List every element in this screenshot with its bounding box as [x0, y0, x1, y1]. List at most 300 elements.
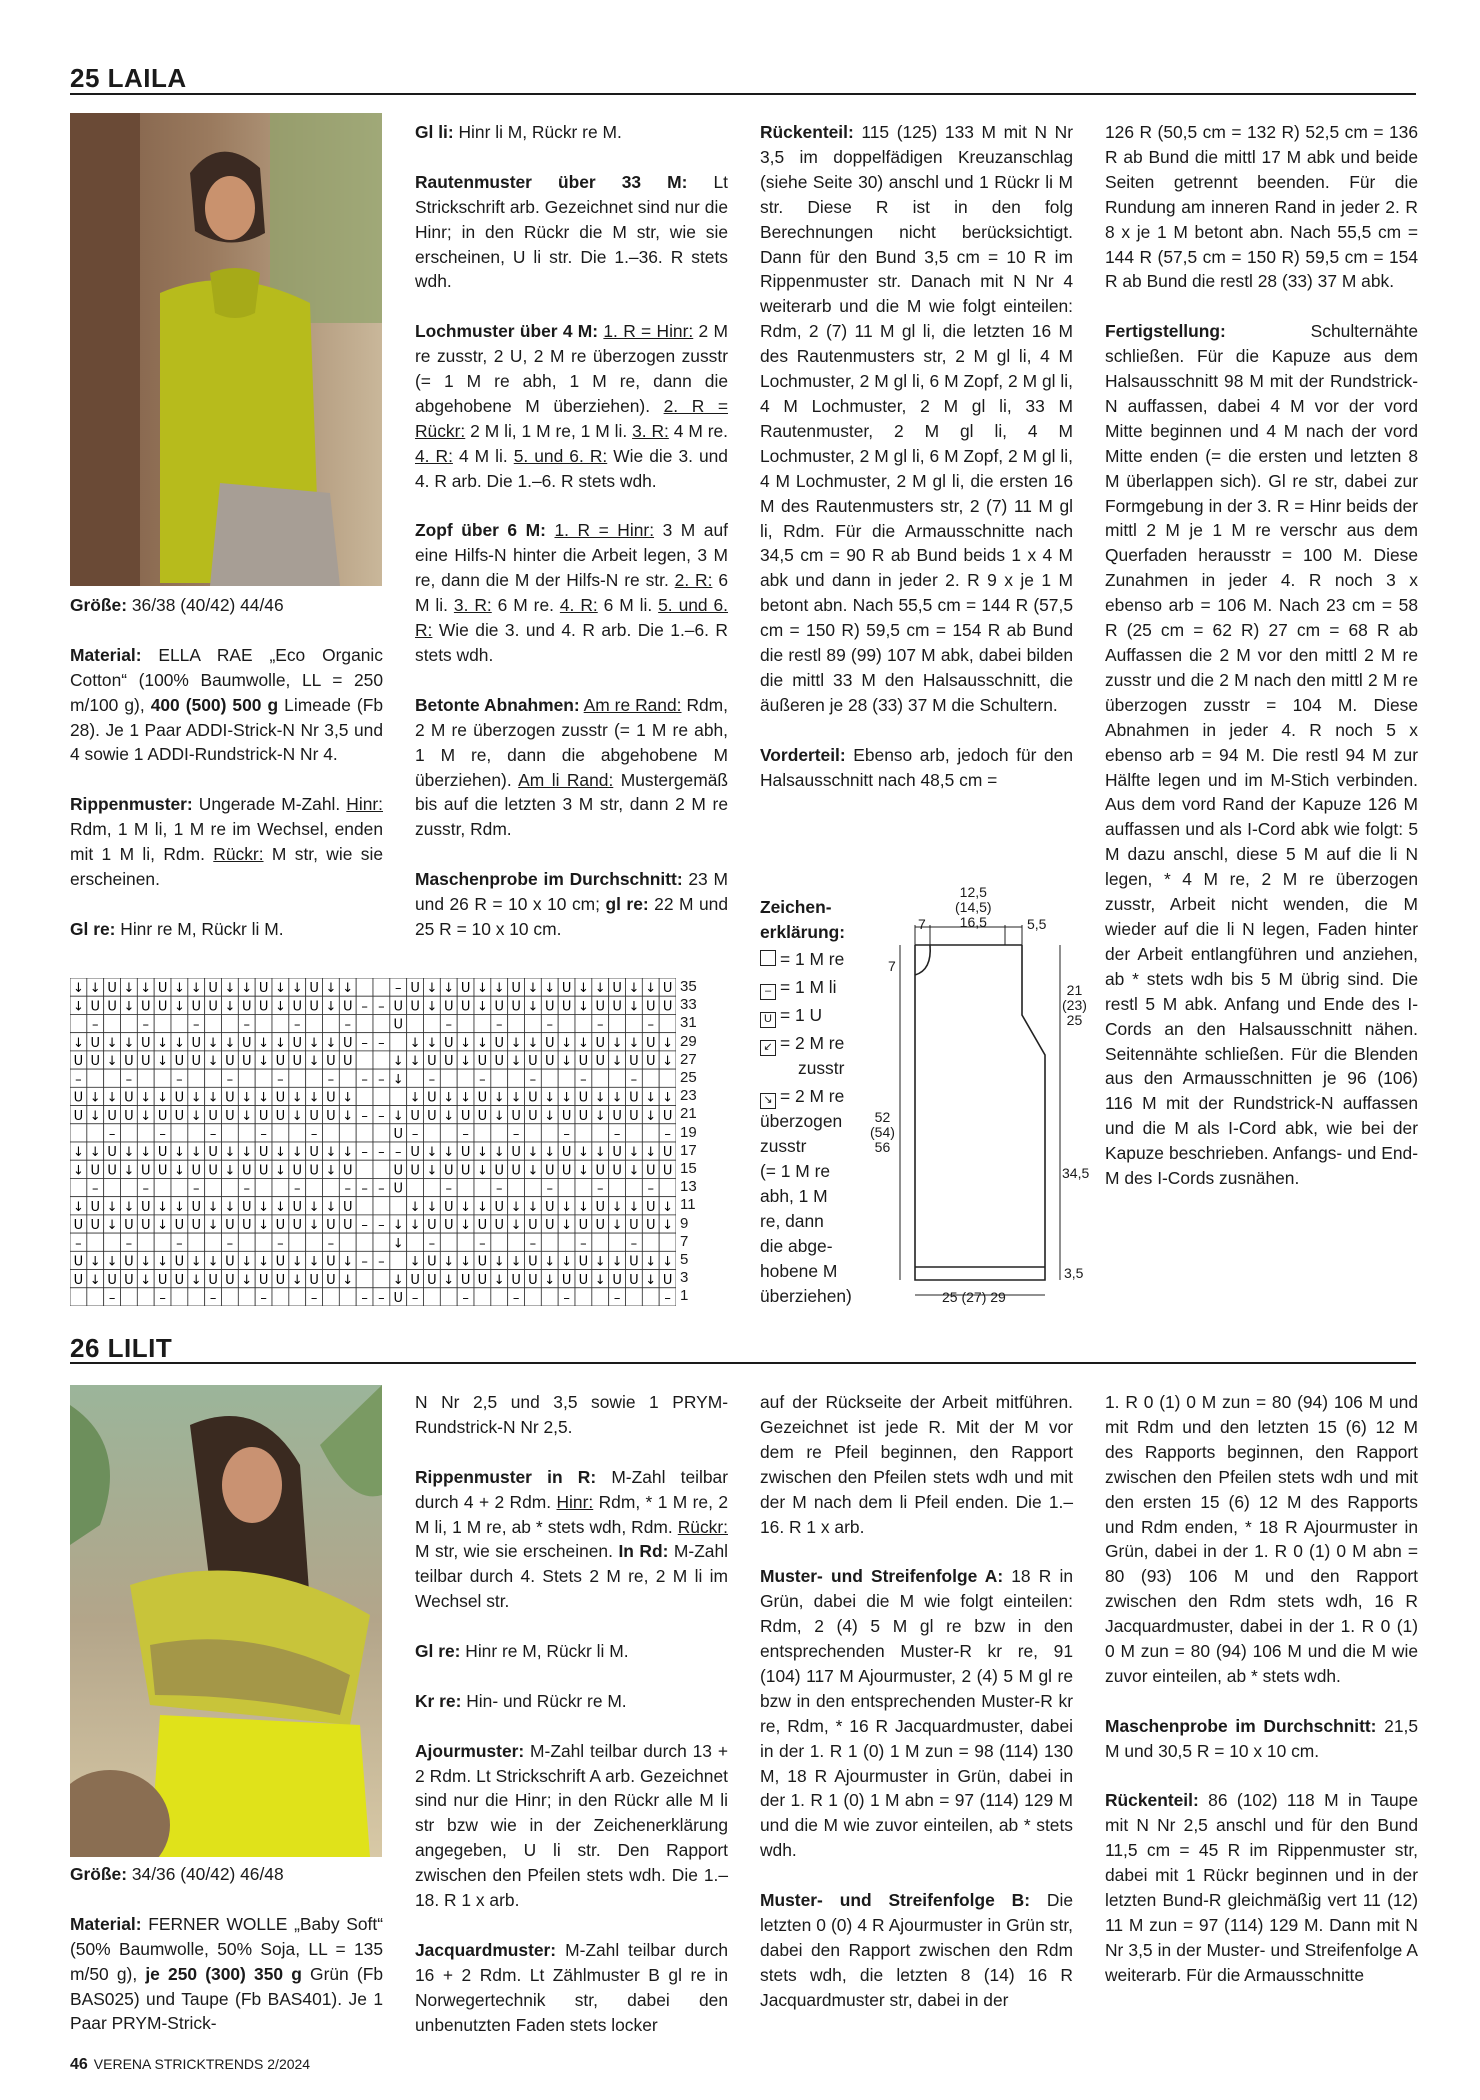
chart-symbol: ↓ [123, 1199, 135, 1215]
chart-symbol: ↓ [392, 1236, 404, 1252]
chart-symbol: U [342, 1035, 353, 1051]
chart-cell [238, 1288, 255, 1306]
chart-symbol: U [208, 1163, 218, 1179]
chart-cell [104, 1233, 121, 1251]
chart-symbol: U [662, 999, 673, 1015]
chart-symbol: ↓ [476, 1163, 488, 1179]
legend-yarnover: U = 1 U [760, 1003, 870, 1028]
chart-symbol: U [241, 1163, 252, 1179]
photo-laila [70, 113, 382, 586]
section-title-26: 26 LILIT [70, 1333, 173, 1363]
s26-ajour: Ajourmuster: M-Zahl teilbar durch 13 + 2 Rdm. Lt Strickschrift A arb. Gezeichnet sind nur die Hinr; in den Rückr alle M li str bzw wie in der Zeichenerklärung angegeben, U li str. Den Rapport zwischen den Pfeilen stets wdh. Die 1.–18. R 1 x arb. [415, 1740, 728, 1911]
chart-symbol: U [477, 1054, 488, 1070]
chart-symbol: U [427, 1254, 437, 1270]
chart-row-label: 29 [680, 1032, 697, 1050]
chart-row-label: 3 [680, 1269, 689, 1287]
chart-symbol: U [174, 1218, 185, 1234]
chart-symbol: ↓ [628, 981, 640, 997]
chart-symbol: U [90, 1163, 101, 1179]
chart-cell [205, 1233, 222, 1251]
chart-symbol: U [427, 1090, 437, 1106]
chart-cell [272, 1014, 289, 1032]
chart-cell [491, 1233, 508, 1251]
chart-symbol: ↓ [561, 1218, 573, 1234]
chart-symbol: – [361, 1254, 368, 1270]
chart-symbol: – [260, 1290, 267, 1306]
chart-symbol: U [393, 1126, 404, 1142]
chart-symbol: ↓ [291, 981, 303, 997]
chart-cell [121, 1288, 138, 1306]
chart-symbol: – [378, 1108, 385, 1124]
chart-symbol: – [378, 1035, 385, 1051]
chart-symbol: ↓ [476, 1145, 488, 1161]
chart-symbol: ↓ [325, 1163, 337, 1179]
chart-symbol: ↓ [207, 1035, 219, 1051]
chart-symbol: ↓ [274, 1163, 286, 1179]
chart-symbol: U [157, 1272, 168, 1288]
chart-cell [255, 1233, 272, 1251]
chart-symbol: U [73, 1218, 84, 1234]
chart-symbol: U [309, 981, 319, 997]
chart-symbol: U [191, 1199, 202, 1215]
chart-symbol: U [612, 1163, 622, 1179]
chart-symbol: ↓ [258, 1199, 270, 1215]
chart-symbol: U [241, 1035, 252, 1051]
chart-symbol: U [443, 1218, 454, 1234]
chart-symbol: ↓ [123, 981, 135, 997]
chart-symbol: U [528, 1218, 538, 1234]
chart-symbol: ↓ [594, 1108, 606, 1124]
chart-symbol: ↓ [544, 1090, 556, 1106]
chart-cell [541, 1069, 558, 1087]
chart-symbol: – [92, 1017, 99, 1033]
chart-symbol: ↓ [325, 1145, 337, 1161]
chart-symbol: ↓ [72, 1035, 84, 1051]
chart-symbol: – [159, 1290, 166, 1306]
chart-symbol: U [393, 999, 404, 1015]
chart-symbol: ↓ [460, 1054, 472, 1070]
s26-material: Material: FERNER WOLLE „Baby Soft“ (50% Baumwolle, 50% Soja, LL = 135 m/50 g), je 250 (300) 350 g Grün (Fb BAS025) und Taupe (Fb BAS401). Je 1 Paar PRYM-Strick- [70, 1913, 383, 2034]
chart-cell [457, 1178, 474, 1196]
chart-symbol: – [361, 1108, 368, 1124]
chart-symbol: ↓ [426, 1163, 438, 1179]
chart-symbol: – [294, 1181, 301, 1197]
chart-symbol: ↓ [409, 1199, 421, 1215]
chart-symbol: – [277, 1236, 284, 1252]
chart-symbol: – [378, 1145, 385, 1161]
chart-symbol: U [157, 981, 168, 997]
chart-symbol: U [208, 1108, 218, 1124]
chart-symbol: U [645, 1054, 656, 1070]
chart-symbol: ↓ [224, 1199, 236, 1215]
chart-cell [171, 1014, 188, 1032]
chart-cell [558, 1069, 575, 1087]
chart-symbol: ↓ [342, 981, 354, 997]
chart-symbol: ↓ [123, 1163, 135, 1179]
chart-symbol: – [428, 1236, 436, 1252]
chart-cell [407, 1233, 424, 1251]
chart-symbol: U [275, 1218, 286, 1234]
chart-cell [205, 1178, 222, 1196]
chart-symbol: ↓ [577, 981, 589, 997]
chart-symbol: ↓ [291, 1145, 303, 1161]
s26-rippen: Rippenmuster in R: M-Zahl teilbar durch 4 + 2 Rdm. Hinr: Rdm, * 1 M re, 2 M li, 1 M re, ab * stets wdh, Rdm. Rückr: M str, wie sie erscheinen. In Rd: M-Zahl teilbar durch 4. Stets 2 M re, 2 M li im Wechsel str. [415, 1466, 728, 1612]
magazine-name: VERENA STRICKTRENDS 2/2024 [93, 2056, 311, 2072]
chart-symbol: ↓ [190, 1254, 202, 1270]
chart-symbol: – [378, 999, 385, 1015]
chart-row-label: 25 [680, 1069, 697, 1087]
chart-symbol: U [140, 999, 151, 1015]
chart-symbol: ↓ [274, 1145, 286, 1161]
chart-cell [272, 1178, 289, 1196]
chart-symbol: ↓ [224, 999, 236, 1015]
chart-symbol: ↓ [493, 1254, 505, 1270]
chart-symbol: U [443, 1035, 454, 1051]
chart-symbol: ↓ [342, 1090, 354, 1106]
chart-symbol: ↓ [409, 1035, 421, 1051]
chart-symbol: – [428, 1072, 436, 1088]
chart-symbol: U [73, 1254, 84, 1270]
chart-cell [373, 1087, 390, 1105]
chart-symbol: U [612, 999, 622, 1015]
chart-symbol: ↓ [308, 1218, 320, 1234]
chart-symbol: ↓ [207, 1054, 219, 1070]
chart-cell [508, 1178, 525, 1196]
chart-symbol: ↓ [190, 1108, 202, 1124]
chart-symbol: ↓ [325, 981, 337, 997]
chart-symbol: ↓ [628, 999, 640, 1015]
s25-ruecken: Rückenteil: 115 (125) 133 M mit N Nr 3,5 im doppelfädigen Kreuzanschlag (siehe Seite 30) anschl und 1 Rückr li M str. Diese R ist in den folg Berechnungen nicht berücksichtigt. Dann für den Bund 3,5 cm = 10 R im Rippenmuster str. Danach mit N Nr 4 weiterarb und die M wie folgt einteilen: Rdm, 2 (7) 11 M gl li, die letzten 16 M des Rautenmusters str, 2 M gl li, 4 M Lochmuster, 2 M gl li, 6 M Zopf, 2 M gl li, 4 M Lochmuster, 2 M gl li, 33 M Rautenmuster, 2 M gl li, 4 M Lochmuster, 2 M gl li, 6 M Zopf, 2 M gl li, 4 M Lochmuster, 2 M gl li, die ersten 16 M des Rautenmusters str, 2 (7) 11 M gl li, Rdm. Für die Armausschnitte nach 34,5 cm = 90 R ab Bund beids 1 x 4 M abk und dann in jeder 2. R 9 x je 1 M betont abn. Nach 55,5 cm = 144 R (57,5 cm = 150 R) 59,5 cm = 154 R ab Bund die restl 89 (99) 107 M abk, dabei bilden die mittl 33 M den Halsausschnitt, die äußeren je 28 (33) 37 M die Schultern. [760, 122, 1073, 715]
chart-symbol: U [460, 981, 471, 997]
chart-cell [339, 1069, 356, 1087]
chart-cell [575, 1124, 592, 1142]
s25-rippen: Rippenmuster: Ungerade M-Zahl. Hinr: Rdm, 1 M li, 1 M re im Wechsel, enden mit 1 M li, Rdm. Rückr: M str, wie sie erscheinen. [70, 794, 383, 889]
chart-symbol: ↓ [72, 981, 84, 997]
chart-symbol: ↓ [544, 1254, 556, 1270]
chart-symbol: ↓ [409, 1054, 421, 1070]
chart-symbol: – [597, 1181, 604, 1197]
chart-symbol: ↓ [561, 1090, 573, 1106]
chart-symbol: U [326, 1218, 336, 1234]
chart-symbol: – [193, 1181, 200, 1197]
chart-symbol: ↓ [493, 1272, 505, 1288]
chart-symbol: – [563, 1290, 570, 1306]
chart-cell [121, 1178, 138, 1196]
chart-symbol: U [612, 1272, 622, 1288]
chart-cell [424, 1014, 441, 1032]
chart-symbol: U [477, 1254, 488, 1270]
chart-symbol: ↓ [409, 1254, 421, 1270]
chart-cell [659, 1014, 676, 1032]
chart-cell [508, 1233, 525, 1251]
chart-symbol: – [361, 999, 368, 1015]
chart-symbol: U [544, 1035, 555, 1051]
chart-symbol: – [411, 1126, 419, 1142]
chart-cell [356, 1051, 373, 1069]
chart-symbol: ↓ [308, 1254, 320, 1270]
chart-symbol: U [629, 1254, 639, 1270]
chart-symbol: ↓ [493, 1108, 505, 1124]
chart-symbol: ↓ [426, 999, 438, 1015]
chart-symbol: ↓ [157, 1035, 169, 1051]
chart-cell [592, 1288, 609, 1306]
chart-symbol: ↓ [241, 1108, 253, 1124]
chart-symbol: – [243, 1017, 250, 1033]
chart-cell [373, 1051, 390, 1069]
chart-cell [70, 1288, 87, 1306]
chart-symbol: U [578, 1108, 589, 1124]
chart-symbol: – [193, 1017, 200, 1033]
chart-symbol: ↓ [662, 1054, 674, 1070]
chart-symbol: ↓ [123, 1035, 135, 1051]
chart-symbol: ↓ [628, 1145, 640, 1161]
chart-symbol: U [427, 1108, 437, 1124]
chart-cell [238, 1069, 255, 1087]
chart-symbol: U [157, 1163, 168, 1179]
chart-cell [306, 1233, 323, 1251]
chart-symbol: U [629, 1108, 639, 1124]
chart-symbol: ↓ [157, 1218, 169, 1234]
chart-symbol: U [157, 1108, 168, 1124]
chart-symbol: U [595, 1163, 606, 1179]
chart-cell [121, 1014, 138, 1032]
chart-symbol: ↓ [258, 1054, 270, 1070]
chart-cell [272, 1288, 289, 1306]
chart-symbol: U [90, 1054, 101, 1070]
chart-symbol: ↓ [325, 1035, 337, 1051]
chart-symbol: U [393, 1181, 404, 1197]
chart-symbol: ↓ [224, 1163, 236, 1179]
chart-cell [238, 1124, 255, 1142]
chart-cell [104, 1069, 121, 1087]
chart-symbol: ↓ [510, 1254, 522, 1270]
chart-symbol: U [443, 1199, 454, 1215]
chart-symbol: ↓ [594, 1145, 606, 1161]
chart-row-label: 31 [680, 1014, 697, 1032]
chart-cell [390, 1251, 407, 1269]
chart-symbol: U [90, 1199, 101, 1215]
chart-cell [289, 1069, 306, 1087]
chart-cell [440, 1288, 457, 1306]
chart-symbol: U [292, 1218, 303, 1234]
chart-cell [626, 1014, 643, 1032]
chart-cell [323, 1288, 340, 1306]
chart-symbol: ↓ [510, 1218, 522, 1234]
chart-symbol: U [578, 1054, 589, 1070]
chart-symbol: U [309, 1145, 319, 1161]
chart-symbol: – [176, 1236, 183, 1252]
chart-row-label: 21 [680, 1105, 697, 1123]
chart-symbol: U [460, 1272, 471, 1288]
chart-cell [457, 1233, 474, 1251]
chart-symbol: ↓ [645, 1108, 657, 1124]
dim-armhole: 21 (23) 25 [1062, 982, 1087, 1028]
chart-symbol: – [344, 1017, 351, 1033]
chart-symbol: ↓ [173, 981, 185, 997]
chart-symbol: – [378, 1218, 385, 1234]
chart-symbol: ↓ [207, 1218, 219, 1234]
chart-symbol: U [561, 1145, 572, 1161]
chart-cell [474, 1288, 491, 1306]
chart-symbol: U [275, 1090, 286, 1106]
chart-symbol: U [528, 1272, 538, 1288]
chart-symbol: – [361, 1035, 368, 1051]
chart-symbol: U [528, 1108, 538, 1124]
chart-symbol: ↓ [527, 1145, 539, 1161]
chart-symbol: ↓ [594, 981, 606, 997]
s26-col4 [1105, 1390, 1418, 1988]
chart-symbol: U [157, 999, 168, 1015]
chart-symbol: ↓ [89, 1145, 101, 1161]
chart-symbol: ↓ [157, 1054, 169, 1070]
chart-symbol: U [511, 1145, 521, 1161]
chart-symbol: U [578, 1090, 589, 1106]
chart-cell [137, 1233, 154, 1251]
chart-cell [407, 1178, 424, 1196]
chart-symbol: ↓ [409, 1090, 421, 1106]
chart-cell [222, 1124, 239, 1142]
chart-symbol: – [546, 1181, 553, 1197]
chart-cell [356, 978, 373, 996]
chart-cell [508, 1069, 525, 1087]
chart-symbol: U [342, 999, 353, 1015]
chart-symbol: – [92, 1181, 99, 1197]
chart-symbol: – [630, 1236, 638, 1252]
chart-symbol: ↓ [274, 1035, 286, 1051]
chart-symbol: – [378, 1254, 385, 1270]
chart-cell [222, 1288, 239, 1306]
chart-symbol: ↓ [443, 1090, 455, 1106]
chart-symbol: – [411, 1290, 419, 1306]
chart-symbol: U [460, 1108, 471, 1124]
chart-cell [407, 1014, 424, 1032]
chart-cell [373, 978, 390, 996]
chart-symbol: U [292, 999, 303, 1015]
chart-symbol: U [73, 1272, 84, 1288]
chart-symbol: ↓ [645, 1090, 657, 1106]
chart-symbol: U [225, 1108, 235, 1124]
chart-symbol: – [647, 1017, 654, 1033]
chart-cell [188, 1233, 205, 1251]
chart-symbol: U [241, 1199, 252, 1215]
chart-symbol: ↓ [190, 1145, 202, 1161]
chart-cell [424, 1124, 441, 1142]
chart-row-label: 33 [680, 996, 697, 1014]
s25-col1-lower [70, 593, 383, 942]
chart-symbol: ↓ [527, 1199, 539, 1215]
chart-cell [525, 1014, 542, 1032]
chart-symbol: ↓ [89, 1254, 101, 1270]
chart-symbol: U [326, 1272, 336, 1288]
chart-symbol: U [629, 1218, 639, 1234]
chart-symbol: U [326, 1254, 336, 1270]
chart-symbol: U [225, 1254, 235, 1270]
chart-symbol: U [342, 1199, 353, 1215]
s26-krre: Kr re: Hin- und Rückr re M. [415, 1690, 627, 1711]
chart-cell [289, 1288, 306, 1306]
chart-symbol: U [561, 1108, 572, 1124]
chart-symbol: ↓ [190, 981, 202, 997]
chart-symbol: U [208, 1272, 218, 1288]
chart-symbol: U [258, 999, 269, 1015]
chart-cell [440, 1069, 457, 1087]
chart-symbol: U [410, 1145, 420, 1161]
chart-symbol: ↓ [594, 1090, 606, 1106]
chart-symbol: ↓ [72, 999, 84, 1015]
chart-symbol: U [225, 1218, 235, 1234]
s25-rauten: Rautenmuster über 33 M: Lt Strickschrift arb. Gezeichnet sind nur die Hinr; in den Rückr die M str, wie sie erscheinen, U li str. Die 1.–36. R stets wdh. [415, 171, 728, 292]
chart-cell [87, 1233, 104, 1251]
chart-symbol: ↓ [308, 1199, 320, 1215]
chart-symbol: U [258, 1272, 269, 1288]
chart-cell [171, 1124, 188, 1142]
chart-symbol: U [494, 1199, 505, 1215]
chart-symbol: ↓ [577, 999, 589, 1015]
s25-loch: Lochmuster über 4 M: 1. R = Hinr: 2 M re zusstr, 2 U, 2 M re überzogen zusstr (= 1 M re abh, 1 M re, dann die abgehobene M überziehen). 2. R = Rückr: 2 M li, 1 M re, 1 M li. 3. R: 4 M re. 4. R: 4 M li. 5. und 6. R: Wie die 3. und 4. R arb. Die 1.–6. R stets wdh. [415, 321, 728, 491]
page-number: 46 [70, 2056, 88, 2073]
chart-cell [659, 1178, 676, 1196]
chart-symbol: U [208, 999, 218, 1015]
chart-symbol: – [563, 1126, 570, 1142]
chart-symbol: ↓ [426, 981, 438, 997]
chart-cell [306, 1178, 323, 1196]
chart-symbol: U [443, 1054, 454, 1070]
chart-symbol: ↓ [662, 1199, 674, 1215]
yarnover-symbol-icon: U [760, 1012, 776, 1028]
chart-symbol: ↓ [241, 1090, 253, 1106]
chart-cell [255, 1014, 272, 1032]
chart-cell [474, 1014, 491, 1032]
legend-k2tog: ↙ = 2 M re zusstr [760, 1031, 870, 1081]
chart-symbol: ↓ [123, 1145, 135, 1161]
chart-symbol: U [544, 1218, 555, 1234]
chart-symbol: U [191, 1163, 202, 1179]
chart-symbol: – [209, 1290, 217, 1306]
chart-symbol: – [378, 1290, 385, 1306]
chart-symbol: U [662, 1108, 673, 1124]
chart-symbol: ↓ [662, 1090, 674, 1106]
chart-cell [609, 1014, 626, 1032]
chart-cell [525, 1288, 542, 1306]
chart-symbol: ↓ [510, 1090, 522, 1106]
chart-cell [205, 1014, 222, 1032]
chart-cell [491, 1124, 508, 1142]
chart-symbol: U [645, 1163, 656, 1179]
chart-symbol: U [292, 1035, 303, 1051]
chart-symbol: ↓ [392, 1054, 404, 1070]
chart-symbol: U [629, 1272, 639, 1288]
chart-row-label: 23 [680, 1087, 697, 1105]
s26-glre: Gl re: Hinr re M, Rückr li M. [415, 1641, 629, 1662]
dim-neck: 12,5 (14,5) 16,5 [955, 884, 992, 930]
chart-symbol: U [90, 999, 101, 1015]
chart-symbol: – [378, 1072, 385, 1088]
chart-symbol: ↓ [274, 981, 286, 997]
chart-symbol: ↓ [106, 1035, 118, 1051]
s26-jacquard: Jacquardmuster: M-Zahl teilbar durch 16 + 2 Rdm. Lt Zählmuster B gl re in Norwegertechnik str, dabei den unbenutzten Faden stets locker [415, 1939, 728, 2035]
chart-symbol: ↓ [460, 1035, 472, 1051]
chart-symbol: ↓ [426, 1035, 438, 1051]
chart-symbol: U [225, 1054, 235, 1070]
dim-bottom-width: 25 (27) 29 [942, 1289, 1006, 1305]
chart-symbol: ↓ [173, 1163, 185, 1179]
chart-row-label: 17 [680, 1141, 697, 1159]
chart-symbol: – [125, 1236, 133, 1252]
chart-cell [356, 1124, 373, 1142]
chart-symbol: ↓ [544, 1145, 556, 1161]
chart-symbol: U [124, 1054, 134, 1070]
s25-glli: Gl li: Hinr li M, Rückr re M. [415, 122, 622, 142]
